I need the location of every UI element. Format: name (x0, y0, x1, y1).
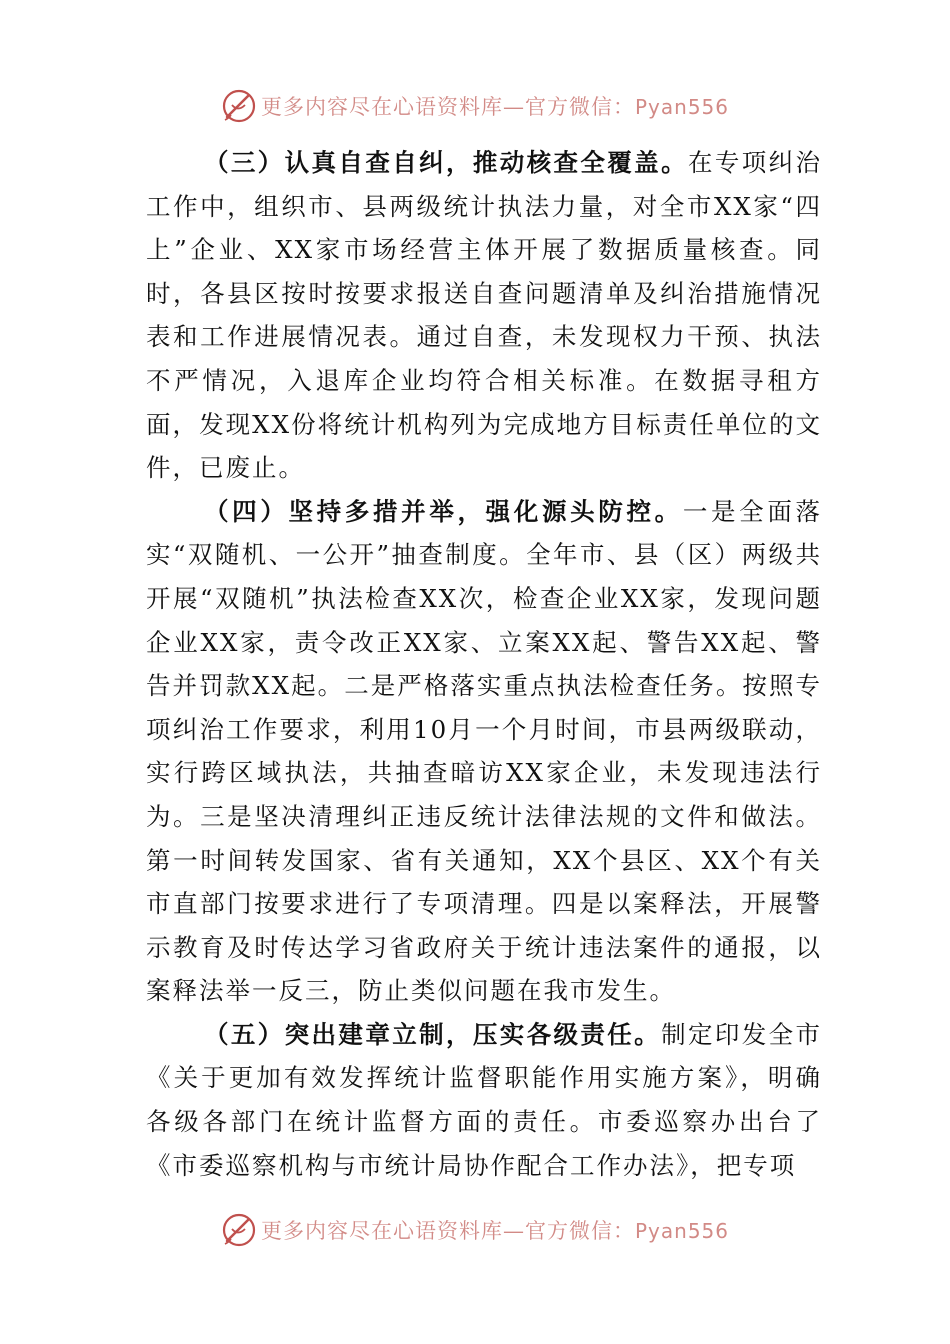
paragraph-heading: （三）认真自查自纠，推动核查全覆盖。 (204, 148, 688, 177)
paragraph-body: 制定印发全市《关于更加有效发挥统计监督职能作用实施方案》，明确各级各部门在统计监督方面的责任。市委巡察办出台了《市委巡察机构与市统计局协作配合工作办法》，把专项 (146, 1019, 823, 1180)
bottom-banner (0, 1210, 950, 1250)
wechat-id: Pyan556 (634, 1219, 729, 1243)
pen-logo-icon (221, 88, 257, 124)
paragraph-heading: （四）坚持多措并举，强化源头防控。 (204, 496, 683, 526)
paragraph-body: 在专项纠治工作中，组织市、县两级统计执法力量，对全市XX家“四上”企业、XX家市场经营主体开展了数据质量核查。同时，各县区按时按要求报送自查问题清单及纠治措施情况表和工作进展情况表。通过自查，未发现权力干预、执法不严情况，入退库企业均符合相关标准。在数据寻租方面，发现XX份将统计机构列为完成地方目标责任单位的文件，已废止。 (146, 148, 822, 483)
pen-logo-icon (221, 1212, 257, 1248)
banner-text: 更多内容尽在心语资料库—官方微信：Pyan556 (260, 95, 729, 119)
paragraph-heading: （五）突出建章立制，压实各级责任。 (204, 1019, 662, 1049)
wechat-id: Pyan556 (634, 95, 729, 119)
top-banner (0, 86, 950, 126)
paragraph (146, 490, 822, 1013)
paragraph-body: 一是全面落实“双随机、一公开”抽查制度。全年市、县（区）两级共开展“双随机”执法检查XX次，检查企业XX家，发现问题企业XX家，责令改正XX家、立案XX起、警告XX起、警告并罚款XX起。二是严格落实重点执法检查任务。按照专项纠治工作要求，利用10月一个月时间，市县两级联动，实行跨区域执法，共抽查暗访XX家企业，未发现违法行为。三是坚决清理纠正违反统计法律法规的文件和做法。第一时间转发国家、省有关通知，XX个县区、XX个有关市直部门按要求进行了专项清理。四是以案释法，开展警示教育及时传达学习省政府关于统计违法案件的通报，以案释法举一反三，防止类似问题在我市发生。 (146, 496, 823, 1006)
banner-text: 更多内容尽在心语资料库—官方微信：Pyan556 (260, 1219, 729, 1243)
paragraph (146, 1013, 822, 1187)
document-body (146, 141, 822, 1187)
paragraph (146, 141, 822, 490)
